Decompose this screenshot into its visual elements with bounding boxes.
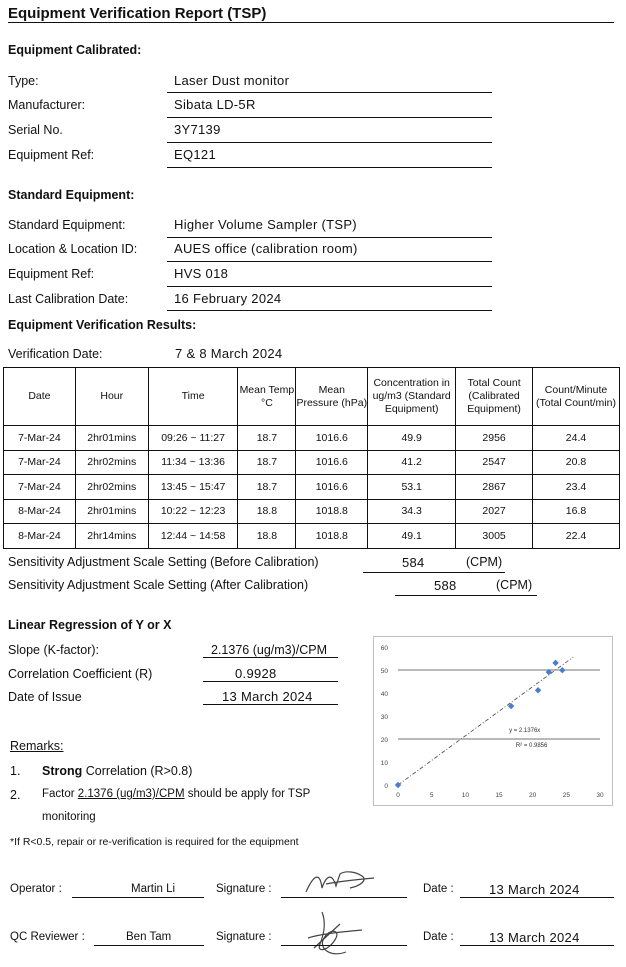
issue-label: Date of Issue — [8, 690, 82, 704]
sens-before-underline — [363, 572, 505, 573]
cell-pressure: 1018.8 — [296, 499, 368, 524]
chart-y-tick-label: 20 — [380, 737, 388, 744]
table-row — [4, 475, 620, 500]
sens-before-label: Sensitivity Adjustment Scale Setting (Before Calibration) — [8, 555, 319, 569]
cell-date: 8-Mar-24 — [4, 524, 76, 549]
std-ref-label: Equipment Ref: — [8, 267, 95, 281]
operator-date: 13 March 2024 — [489, 882, 580, 897]
remark-2-factor: 2.1376 (ug/m3)/CPM — [77, 788, 185, 800]
sens-after-label: Sensitivity Adjustment Scale Setting (After Calibration) — [8, 578, 309, 592]
cell-total-count: 2867 — [456, 475, 533, 500]
chart-x-tick-label: 10 — [461, 792, 469, 799]
type-label: Type: — [8, 74, 39, 88]
cell-date: 7-Mar-24 — [4, 450, 76, 475]
cell-date: 7-Mar-24 — [4, 426, 76, 451]
operator-signature-underline — [281, 897, 407, 898]
col-header-hour: Hour — [75, 368, 148, 426]
serial-label: Serial No. — [8, 123, 63, 137]
cell-concentration: 34.3 — [368, 499, 456, 524]
cell-hour: 2hr02mins — [75, 475, 148, 500]
chart-data-point — [535, 687, 541, 693]
reviewer-label: QC Reviewer : — [10, 931, 85, 943]
cell-temp: 18.8 — [238, 499, 296, 524]
col-header-total-count: Total Count (Calibrated Equipment) — [456, 368, 533, 426]
col-header-pressure: Mean Pressure (hPa) — [296, 368, 368, 426]
reviewer-date-label: Date : — [423, 931, 454, 943]
cell-hour: 2hr01mins — [75, 426, 148, 451]
manufacturer-underline — [167, 117, 492, 118]
slope-underline — [203, 657, 338, 658]
reviewer-underline — [94, 945, 204, 946]
manufacturer-value: Sibata LD-5R — [174, 97, 256, 112]
verification-table — [3, 367, 620, 549]
sens-before-unit: (CPM) — [466, 555, 503, 569]
table-header-row — [4, 368, 620, 426]
std-ref-underline — [167, 286, 492, 287]
operator-name: Martin Li — [131, 883, 176, 895]
cell-total-count: 2027 — [456, 499, 533, 524]
slope-value: 2.1376 (ug/m3)/CPM — [211, 643, 328, 657]
cell-temp: 18.7 — [238, 426, 296, 451]
chart-y-tick-label: 40 — [380, 691, 388, 698]
corr-underline — [203, 681, 338, 682]
last-cal-label: Last Calibration Date: — [8, 292, 129, 306]
footnote: *If R<0.5, repair or re-verification is required for the equipment — [10, 836, 299, 848]
col-header-temp: Mean Temp °C — [238, 368, 296, 426]
cell-pressure: 1018.8 — [296, 524, 368, 549]
chart-r2-label: R² = 0.9856 — [515, 743, 548, 750]
cell-pressure: 1016.6 — [296, 475, 368, 500]
cell-total-count: 2956 — [456, 426, 533, 451]
remark-1-strong: Strong — [42, 764, 83, 778]
cell-temp: 18.7 — [238, 475, 296, 500]
manufacturer-label: Manufacturer: — [8, 98, 86, 112]
cell-concentration: 49.9 — [368, 426, 456, 451]
col-header-date: Date — [4, 368, 76, 426]
cell-time: 11:34 ~ 13:36 — [148, 450, 238, 475]
chart-x-tick-label: 15 — [495, 792, 503, 799]
cell-time: 12:44 ~ 14:58 — [148, 524, 238, 549]
corr-label: Correlation Coefficient (R) — [8, 667, 153, 681]
remark-2-number: 2. — [10, 788, 21, 802]
report-title: Equipment Verification Report (TSP) — [8, 5, 267, 22]
cell-time: 09:26 ~ 11:27 — [148, 426, 238, 451]
chart-y-tick-label: 50 — [380, 668, 388, 675]
std-ref-value: HVS 018 — [174, 266, 229, 281]
verification-date-value: 7 & 8 March 2024 — [175, 346, 283, 361]
operator-label: Operator : — [10, 883, 62, 895]
chart-y-tick-label: 10 — [380, 760, 388, 767]
col-header-time: Time — [148, 368, 238, 426]
title-divider — [8, 22, 614, 23]
last-cal-value: 16 February 2024 — [174, 291, 282, 306]
col-header-concentration: Concentration in ug/m3 (Standard Equipment) — [368, 368, 456, 426]
table-row — [4, 426, 620, 451]
cell-time: 10:22 ~ 12:23 — [148, 499, 238, 524]
chart-y-tick-label: 60 — [380, 645, 388, 652]
operator-date-label: Date : — [423, 883, 454, 895]
slope-label: Slope (K-factor): — [8, 643, 100, 657]
cell-temp: 18.8 — [238, 524, 296, 549]
location-underline — [167, 261, 492, 262]
cell-date: 8-Mar-24 — [4, 499, 76, 524]
reviewer-signature-label: Signature : — [216, 931, 272, 943]
type-underline — [167, 92, 492, 93]
standard-heading: Standard Equipment: — [8, 188, 135, 202]
equip-ref-underline — [167, 167, 492, 168]
chart-x-tick-label: 20 — [529, 792, 537, 799]
chart-data-point — [552, 660, 558, 666]
cell-count-minute: 22.4 — [533, 524, 620, 549]
operator-underline — [72, 897, 204, 898]
reviewer-date-underline — [460, 945, 614, 946]
verification-date-label: Verification Date: — [8, 347, 103, 361]
cell-concentration: 41.2 — [368, 450, 456, 475]
chart-x-tick-label: 5 — [429, 792, 434, 799]
reviewer-date: 13 March 2024 — [489, 930, 580, 945]
std-equip-underline — [167, 237, 492, 238]
location-label: Location & Location ID: — [8, 242, 138, 256]
cell-pressure: 1016.6 — [296, 426, 368, 451]
cell-hour: 2hr14mins — [75, 524, 148, 549]
reviewer-signature-underline — [281, 945, 407, 946]
calibrated-heading: Equipment Calibrated: — [8, 43, 142, 57]
table-row — [4, 524, 620, 549]
cell-hour: 2hr01mins — [75, 499, 148, 524]
corr-value: 0.9928 — [235, 666, 277, 681]
cell-count-minute: 23.4 — [533, 475, 620, 500]
sens-before-value: 584 — [402, 555, 425, 570]
serial-underline — [167, 142, 492, 143]
table-row — [4, 499, 620, 524]
results-heading: Equipment Verification Results: — [8, 318, 197, 332]
issue-underline — [203, 704, 338, 705]
chart-x-tick-label: 0 — [396, 792, 400, 799]
cell-hour: 2hr02mins — [75, 450, 148, 475]
remark-1 — [42, 764, 192, 778]
cell-count-minute: 24.4 — [533, 426, 620, 451]
serial-value: 3Y7139 — [174, 122, 221, 137]
regression-chart-svg — [374, 637, 614, 807]
sens-after-value: 588 — [434, 578, 457, 593]
chart-trendline — [398, 657, 573, 785]
std-equip-label: Standard Equipment: — [8, 218, 126, 232]
remark-2-post: should be apply for TSP — [187, 788, 311, 800]
cell-time: 13:45 ~ 15:47 — [148, 475, 238, 500]
cell-concentration: 49.1 — [368, 524, 456, 549]
remarks-heading: Remarks: — [10, 739, 64, 753]
cell-count-minute: 16.8 — [533, 499, 620, 524]
cell-total-count: 3005 — [456, 524, 533, 549]
cell-pressure: 1016.6 — [296, 450, 368, 475]
table-row — [4, 450, 620, 475]
type-value: Laser Dust monitor — [174, 73, 290, 88]
sens-after-underline — [395, 595, 537, 596]
std-equip-value: Higher Volume Sampler (TSP) — [174, 217, 357, 232]
chart-equation-label: y = 2.1376x — [509, 728, 541, 735]
remark-1-text: Correlation (R>0.8) — [85, 764, 193, 778]
cell-total-count: 2547 — [456, 450, 533, 475]
reviewer-name: Ben Tam — [126, 931, 172, 943]
last-cal-underline — [167, 310, 492, 311]
cell-count-minute: 20.8 — [533, 450, 620, 475]
operator-date-underline — [460, 897, 614, 898]
operator-signature-label: Signature : — [216, 883, 272, 895]
location-value: AUES office (calibration room) — [174, 241, 358, 256]
reviewer-signature — [300, 908, 370, 962]
remark-2-pre: Factor — [42, 788, 75, 800]
remark-2-line2: monitoring — [42, 811, 96, 823]
cell-temp: 18.7 — [238, 450, 296, 475]
issue-value: 13 March 2024 — [222, 689, 313, 704]
remark-2 — [42, 788, 310, 800]
regression-heading: Linear Regression of Y or X — [8, 618, 172, 632]
chart-y-tick-label: 30 — [380, 714, 388, 721]
chart-x-tick-label: 30 — [596, 792, 604, 799]
cell-concentration: 53.1 — [368, 475, 456, 500]
regression-chart — [373, 636, 613, 806]
chart-data-point — [395, 782, 401, 788]
chart-data-point — [559, 667, 565, 673]
sens-after-unit: (CPM) — [496, 578, 533, 592]
col-header-count-minute: Count/Minute (Total Count/min) — [533, 368, 620, 426]
remark-1-number: 1. — [10, 764, 21, 778]
cell-date: 7-Mar-24 — [4, 475, 76, 500]
chart-y-tick-label: 0 — [384, 783, 388, 790]
chart-x-tick-label: 25 — [562, 792, 570, 799]
operator-signature — [296, 866, 386, 898]
equip-ref-value: EQ121 — [174, 147, 216, 162]
equip-ref-label: Equipment Ref: — [8, 148, 95, 162]
